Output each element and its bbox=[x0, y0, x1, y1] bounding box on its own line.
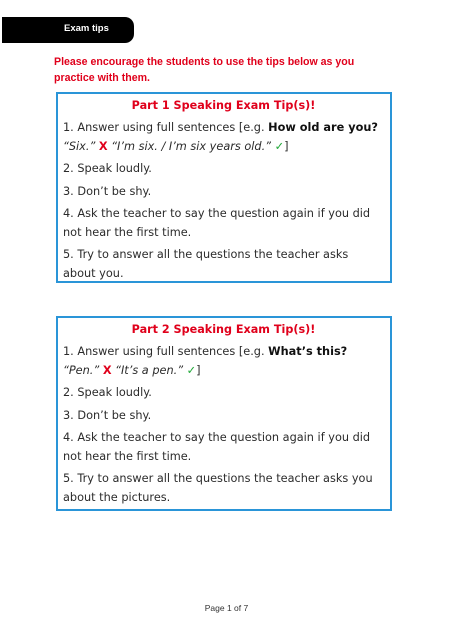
page-number: Page 1 of 7 bbox=[204, 603, 249, 613]
example-question: What’s this? bbox=[268, 345, 348, 358]
wrong-mark-icon: X bbox=[98, 139, 108, 153]
tip-text: Answer using full sentences [e.g. bbox=[77, 345, 265, 358]
part1-tips-box bbox=[56, 92, 392, 283]
section-header-tab bbox=[2, 17, 134, 43]
example-question: How old are you? bbox=[268, 121, 378, 134]
part2-tip-5: 5. Try to answer all the questions the teacher asks you about the pictures. bbox=[63, 472, 373, 504]
checkmark-icon: ✓ bbox=[274, 139, 285, 153]
wrong-answer: “Six.” bbox=[63, 139, 96, 153]
part1-tip-4: 4. Ask the teacher to say the question again if you did not hear the first time. bbox=[63, 207, 371, 239]
section-header-label: Exam tips bbox=[64, 23, 109, 34]
wrong-mark-icon: X bbox=[102, 363, 112, 377]
part1-tip-3: 3. Don’t be shy. bbox=[63, 184, 152, 198]
part2-tip-2: 2. Speak loudly. bbox=[63, 386, 152, 399]
part2-tips-box bbox=[56, 316, 392, 511]
part2-title: Part 2 Speaking Exam Tip(s)! bbox=[131, 323, 316, 336]
part1-tip-5: 5. Try to answer all the questions the teacher asks about you. bbox=[63, 248, 349, 280]
tip-number: 1. bbox=[63, 121, 74, 134]
right-answer: “It’s a pen.” bbox=[115, 363, 184, 377]
part1-tip-1 bbox=[63, 119, 384, 156]
right-answer: “I’m six. / I’m six years old.” bbox=[111, 139, 272, 153]
bracket-close: ] bbox=[284, 139, 289, 153]
part2-tip-3: 3. Don’t be shy. bbox=[63, 408, 152, 422]
part1-tip-2: 2. Speak loudly. bbox=[63, 162, 152, 175]
part2-tip-1 bbox=[63, 343, 384, 380]
bracket-close: ] bbox=[196, 363, 201, 377]
tip-text: Answer using full sentences [e.g. bbox=[77, 121, 265, 134]
wrong-answer: “Pen.” bbox=[63, 363, 100, 377]
part1-title: Part 1 Speaking Exam Tip(s)! bbox=[131, 99, 316, 112]
intro-instruction: Please encourage the students to use the tips below as you practice with them. bbox=[54, 56, 355, 84]
part2-tip-4: 4. Ask the teacher to say the question again if you did not hear the first time. bbox=[63, 431, 371, 463]
tip-number: 1. bbox=[63, 345, 74, 358]
checkmark-icon: ✓ bbox=[186, 363, 197, 377]
